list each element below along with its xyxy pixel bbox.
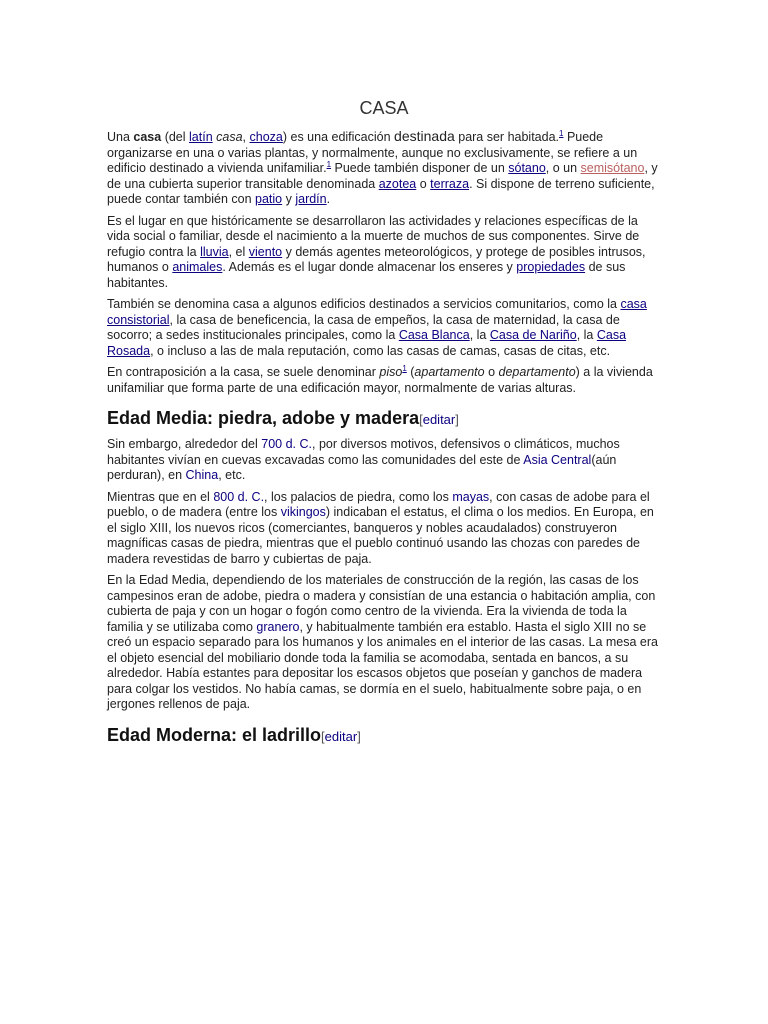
text: ) es una edificación [282, 130, 395, 144]
link-azotea[interactable]: azotea [378, 176, 417, 191]
text: para ser habitada. [454, 130, 560, 144]
term-destinada: destinada [394, 128, 455, 144]
text: , la [469, 328, 490, 342]
text: , [242, 130, 250, 144]
link-choza[interactable]: choza [249, 130, 283, 144]
term-casa: casa [133, 130, 162, 144]
term-casa-latin: casa [216, 130, 243, 144]
text: Sin embargo, alrededor del [107, 437, 262, 451]
heading-text: Edad Moderna: el ladrillo [107, 724, 322, 745]
text: . [326, 192, 331, 206]
text: , la casa de beneficencia, la casa de empeños, la casa de maternidad, la casa de socorro; a sedes institucionales principales, como la [107, 312, 620, 342]
text: , con casas de adobe para el pueblo, o de madera (entre los [107, 489, 650, 519]
text: , o un [545, 161, 581, 175]
bracket: [ [419, 412, 423, 427]
edit-section [321, 729, 361, 744]
link-vikingos[interactable]: vikingos [280, 505, 326, 519]
edit-link[interactable]: editar [324, 728, 358, 744]
text: . Si dispone de terreno suficiente, puede contar también con [107, 176, 655, 206]
text: , o incluso a las de mala reputación, como las casas de camas, casas de citas, etc. [150, 343, 611, 358]
link-propiedades[interactable]: propiedades [516, 260, 586, 274]
text: . Además es el lugar donde almacenar los enseres y [222, 260, 517, 274]
text: o [484, 365, 499, 379]
text: También se denomina casa a algunos edificios destinados a servicios comunitarios, como la [107, 297, 621, 311]
link-sotano[interactable]: sótano [508, 161, 546, 175]
text: ( [406, 365, 415, 379]
paragraph-refugio [107, 214, 663, 292]
link-700-dc[interactable]: 700 d. C. [261, 437, 312, 451]
text: , los palacios de piedra, como los [264, 489, 453, 504]
paragraph-cuevas [107, 437, 663, 484]
text: Es el lugar en que históricamente se desarrollaron las actividades y relaciones específicas de la vida social o familiar, desde el nacimiento a la muerte de muchos de sus componentes. Sirve de refugio contra la [107, 213, 640, 259]
text: , etc. [218, 468, 246, 482]
text: y [282, 192, 296, 206]
link-800-dc[interactable]: 800 d. C. [213, 489, 265, 504]
link-casa-de-narino[interactable]: Casa de Nariño [489, 328, 577, 342]
link-semisotano[interactable]: semisótano [580, 161, 645, 175]
bracket: ] [455, 412, 459, 427]
link-jardin[interactable]: jardín [295, 192, 327, 206]
ref-link[interactable]: 1 [559, 128, 564, 138]
text: Puede también disponer de un [331, 161, 509, 175]
link-lluvia[interactable]: lluvia [200, 244, 229, 259]
bracket: [ [321, 728, 325, 744]
link-asia-central[interactable]: Asia Central [523, 452, 592, 467]
link-casa-consistorial[interactable]: casa consistorial [107, 297, 647, 327]
text: Una [107, 130, 134, 144]
text: y demás agentes meteorológicos, y protege de posibles intrusos, humanos o [107, 244, 646, 274]
section-heading-edad-moderna [107, 724, 663, 748]
ref-link[interactable]: 1 [326, 159, 332, 169]
edit-section [419, 412, 459, 427]
paragraph-palacios [107, 490, 663, 568]
term-piso: piso [379, 365, 403, 379]
edit-link[interactable]: editar [422, 412, 456, 427]
text: , por diversos motivos, defensivos o climáticos, muchos habitantes vivían en cuevas excavadas como las comunidades del este de [107, 437, 620, 467]
text: Puede organizarse en una o varias plantas, y normalmente, aunque no exclusivamente, se refiere a un edificio destinado a vivienda unifamiliar. [107, 130, 638, 175]
text: , la [576, 328, 597, 342]
link-terraza[interactable]: terraza [430, 176, 470, 191]
link-china[interactable]: China [185, 468, 219, 482]
paragraph-intro [107, 129, 663, 208]
text: de sus habitantes. [107, 260, 626, 290]
paragraph-edificios [107, 297, 663, 359]
text: o [416, 176, 431, 191]
paragraph-campesinos [107, 573, 663, 713]
paragraph-piso [107, 365, 663, 396]
term-departamento: departamento [498, 365, 576, 379]
text: , y de una cubierta superior transitable denominada [107, 161, 658, 191]
bracket: ] [357, 728, 361, 744]
article-body [107, 129, 663, 754]
link-casa-rosada[interactable]: Casa Rosada [107, 328, 627, 358]
page-title: CASA [359, 98, 409, 118]
link-animales[interactable]: animales [172, 260, 223, 274]
text: En la Edad Media, dependiendo de los materiales de construcción de la región, las casas de los campesinos eran de adobe, piedra o madera y consistían de una estancia o habitación amplia, con cubierta de paja y con un hogar o fogón como centro de la vivienda. Era la vivienda de toda la familia y se utilizaba como [107, 573, 656, 634]
link-mayas[interactable]: mayas [452, 489, 490, 504]
text: , el [228, 244, 249, 259]
text: En contraposición a la casa, se suele denominar [107, 365, 380, 379]
text: , y habitualmente también era establo. Hasta el siglo XIII no se creó un espacio separado para los humanos y los animales en el interior de las casas. La mesa era el objeto esencial del mobiliario donde toda la familia se acomodaba, sentada en bancos, a su alrededor. Había estantes para depositar los escasos objetos que poseían y ganchos de madera para colgar los vestidos. No había camas, se dormía en el suelo, habitualmente sobre paja, o en jergones rellenos de paja. [107, 619, 659, 711]
ref-link[interactable]: 1 [402, 363, 407, 373]
text: Mientras que en el [107, 489, 214, 504]
link-granero[interactable]: granero [256, 619, 300, 634]
term-apartamento: apartamento [414, 365, 485, 379]
link-latin[interactable]: latín [189, 130, 213, 144]
text: (del [161, 130, 190, 144]
text: ) a la vivienda unifamiliar que forma parte de una edificación mayor, normalmente de varias alturas. [107, 365, 653, 395]
heading-text: Edad Media: piedra, adobe y madera [107, 408, 420, 428]
link-casa-blanca[interactable]: Casa Blanca [398, 328, 470, 342]
link-patio[interactable]: patio [255, 192, 283, 206]
text: (aún perduran), en [107, 452, 617, 482]
section-heading-edad-media [107, 407, 663, 431]
text: ) indicaban el estatus, el clima o los medios. En Europa, en el siglo XIII, los nuevos ricos (comerciantes, banqueros y nobles acaudalados) construyeron magníficas casas de piedra, mientras que el pueblo continuó usando las chozas con paredes de madera revestidas de barro y cubiertas de paja. [107, 505, 654, 566]
link-viento[interactable]: viento [248, 244, 283, 259]
